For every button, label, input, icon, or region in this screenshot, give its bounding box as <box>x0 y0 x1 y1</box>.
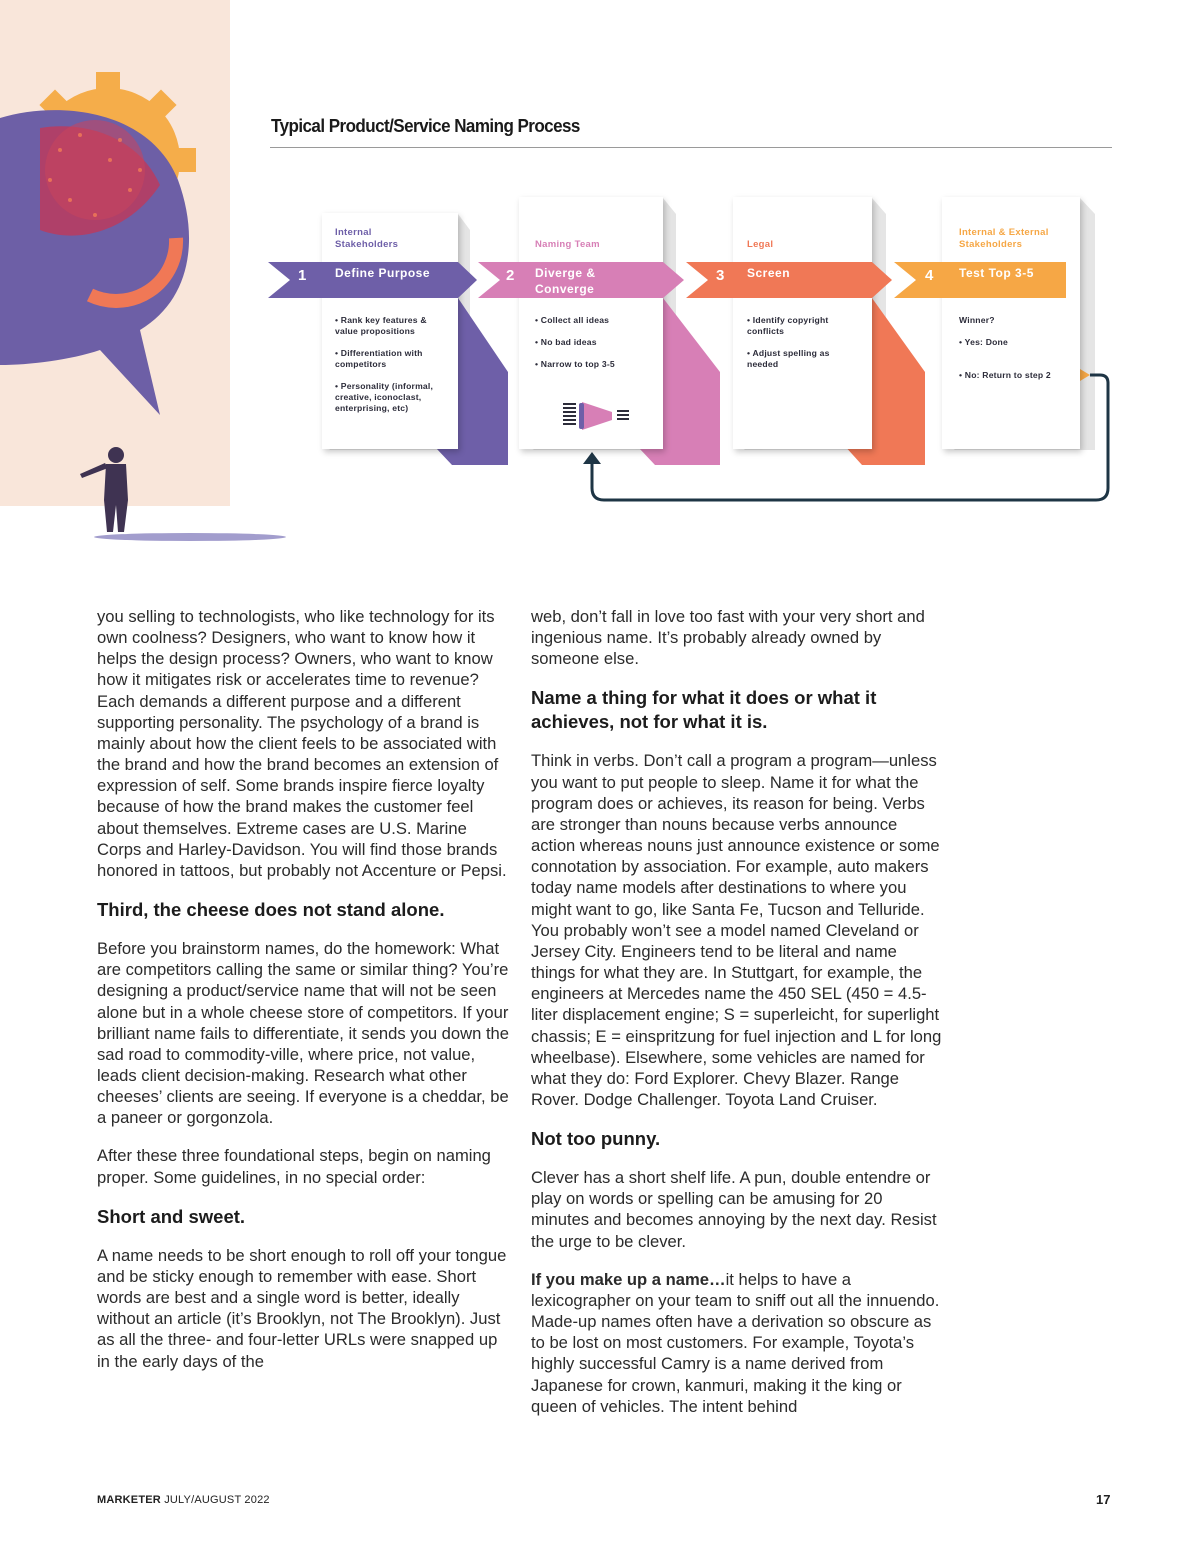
inline-lead: If you make up a name… <box>531 1269 726 1289</box>
step-2-stakeholder: Naming Team <box>535 239 600 250</box>
step-3-bullet: • Identify copyright conflicts <box>747 315 829 336</box>
article-paragraph: Before you brainstorm names, do the homework: What are competitors calling the same or similar thing? You’re designing a product/service name that will not be seen alone but in a whole cheese store of competitors. If your brilliant name fails to differentiate, it sends you down the sad road to commodity-ville, where price, not value, leads client decision-making. Research what other cheeses’ clients are seeing. If everyone is a cheddar, be a paneer or gorgonzola. <box>97 939 510 1128</box>
step-3-bullets <box>747 315 852 381</box>
step-2-bullet: • No bad ideas <box>535 337 597 347</box>
step-3-stakeholder: Legal <box>747 239 774 250</box>
issue-date: JULY/AUGUST 2022 <box>164 1494 270 1506</box>
section-heading: Not too punny. <box>531 1128 661 1150</box>
step-4-label: Test Top 3-5 <box>959 266 1034 280</box>
step-2-bullet: • Collect all ideas <box>535 315 610 325</box>
step-4-number: 4 <box>925 267 934 284</box>
step-3-number: 3 <box>716 267 725 284</box>
article-paragraph: Think in verbs. Don’t call a program a program—unless you want to put people to sleep. Name it for what the program does or achieves, its reason for being. Verbs are stronger than nouns because verbs announce action whereas nouns just announce existence or some connotation by association. For example, auto makers today name models after destinations to where you might want to go, like Santa Fe, Tucson and Telluride. You probably won’t see a model named Cleveland or Jersey City. Engineers tend to be literal and name things for what they are. In Stuttgart, for example, the engineers at Mercedes name the 450 SEL (450 = 4.5-liter displacement engine; S = superleicht, for superlight chassis; E = einspritzung for fuel injection and L for long wheelbase). Elsewhere, some vehicles are named for what they do: Ford Explorer. Chevy Blazer. Range Rover. Dodge Challenger. Toyota Land Cruiser. <box>531 751 942 1109</box>
step-2-bullet: • Narrow to top 3-5 <box>535 359 615 369</box>
section-heading: Short and sweet. <box>97 1205 246 1227</box>
diagram-title: Typical Product/Service Naming Process <box>271 115 580 136</box>
article-paragraph: After these three foundational steps, begin on naming proper. Some guidelines, in no special order: <box>97 1146 491 1187</box>
article-left-column <box>97 606 509 1389</box>
inline-text: it helps to have a lexicographer on your team to sniff out all the innuendo. Made-up names often have a derivation so obscure as to be lost on most customers. For example, Toyota’s highly successful Camry is a name derived from Japanese for crown, kanmuri, making it the king or queen of vehicles. The intent behind <box>531 1269 940 1416</box>
step-1-bullet: • Differentiation with competitors <box>335 348 423 369</box>
step-1-stakeholder: Internal Stakeholders <box>335 227 399 250</box>
article-paragraph: web, don’t fall in love too fast with your very short and ingenious name. It’s probably already owned by someone else. <box>531 607 925 669</box>
article-right-column <box>531 606 943 1434</box>
step-1-bullet: • Personality (informal, creative, iconoclast, enterprising, etc) <box>335 381 434 413</box>
section-heading: Name a thing for what it does or what it achieves, not for what it is. <box>531 687 877 733</box>
page-number: 17 <box>1096 1492 1111 1507</box>
step-4-bullet: • No: Return to step 2 <box>959 370 1051 380</box>
footer-publication <box>97 1494 270 1506</box>
step-2-bullets <box>535 315 655 381</box>
step-4-bullet: • Yes: Done <box>959 337 1008 347</box>
section-heading: Third, the cheese does not stand alone. <box>97 899 445 921</box>
step-3-label: Screen <box>747 266 791 280</box>
step-1-bullet: • Rank key features & value propositions <box>335 315 427 336</box>
step-1-label: Define Purpose <box>335 266 431 280</box>
article-paragraph <box>531 1269 943 1417</box>
megaphone-icon <box>563 402 629 430</box>
step-4-bullets <box>959 315 1074 392</box>
step-4-bullet: Winner? <box>959 315 995 325</box>
step-1-number: 1 <box>298 267 307 284</box>
step-4-stakeholder: Internal & External Stakeholders <box>959 227 1049 250</box>
article-paragraph: you selling to technologists, who like technology for its own coolness? Designers, who want to know how it helps the design process? Owners, who want to know how it mitigates risk or accelerates time to revenue? Each demands a different purpose and a different supporting personality. The psychology of a brand is mainly about how the client feels to be associated with the brand and how the brand becomes an extension of expression of self. Some brands inspire fierce loyalty because of how the brand makes the customer feel about themselves. Extreme cases are U.S. Marine Corps and Harley-Davidson. You will find those brands honored in tattoos, but probably not Accenture or Pepsi. <box>97 607 507 880</box>
step-1-bullets <box>335 315 450 425</box>
step-3-bullet: • Adjust spelling as needed <box>747 348 830 369</box>
article-paragraph: Clever has a short shelf life. A pun, double entendre or play on words or spelling can be amusing for 20 minutes and becomes annoying by the next day. Resist the urge to be clever. <box>531 1168 937 1251</box>
step-2-label: Diverge & Converge <box>535 266 596 296</box>
step-2-number: 2 <box>506 267 515 284</box>
magazine-name: MARKETER <box>97 1494 161 1506</box>
article-paragraph: A name needs to be short enough to roll off your tongue and be sticky enough to remember with ease. Short words are best and a single word is better, ideally without an article (it’s Brooklyn, not The Brooklyn). Just as all the three- and four-letter URLs were snapped up in the early days of the <box>97 1245 507 1371</box>
